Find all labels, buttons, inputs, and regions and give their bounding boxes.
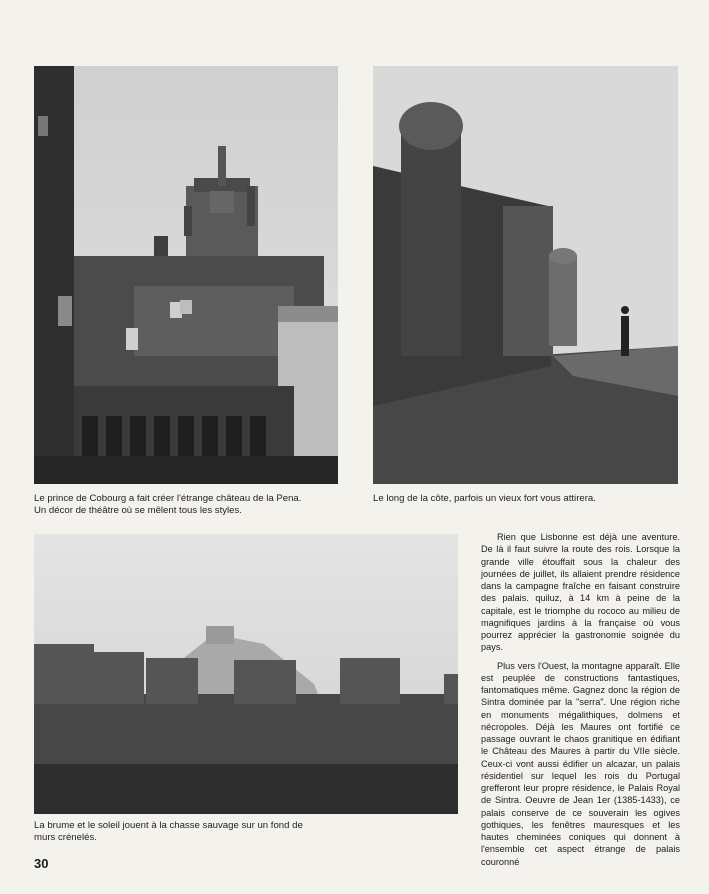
page-number: 30 — [34, 856, 49, 871]
caption-pena-line-2: Un décor de théâtre où se mêlent tous les styles. — [34, 505, 242, 516]
coastal-fort-image — [373, 66, 678, 484]
photo-crenellated-walls — [34, 534, 458, 814]
crenellated-walls-image — [34, 534, 458, 814]
caption-fort-line-1: Le long de la côte, parfois un vieux fort vous attirera. — [373, 493, 596, 504]
caption-pena-line-1: Le prince de Cobourg a fait créer l'étrange château de la Pena. — [34, 493, 302, 504]
photo-pena-palace — [34, 66, 338, 484]
caption-walls-line-1: La brume et le soleil jouent à la chasse sauvage sur un fond de — [34, 820, 303, 831]
caption-fort — [373, 493, 596, 505]
caption-walls — [34, 820, 303, 844]
article-paragraph-1: Rien que Lisbonne est déjà une aventure. De là il faut suivre la route des rois. Lorsque la grande ville étouffait sous la chaleur des journées de juillet, ils allaient prendre résidence dans la campagne fraîche en faisant construire des palais. quiluz, à 14 km à peine de la capitale, est le triomphe du rococo au milieu de magnifiques jardins à la française où vous pourrez apprécier la gastronomie soignée du pays. — [481, 532, 680, 653]
photo-coastal-fort — [373, 66, 678, 484]
article-body — [481, 531, 680, 874]
caption-pena — [34, 493, 301, 517]
caption-walls-line-2: murs crénelés. — [34, 832, 97, 843]
article-paragraph-2: Plus vers l'Ouest, la montagne apparaît. Elle est peuplée de constructions fantastiques, fantomatiques même. Gagnez donc la région de Sintra dominée par la "serra". Une région riche en monuments mégalithiques, dolmens et nécropoles. Déjà les Maures ont fortifié ce passage ouvrant le chaos granitique en édifiant le Château des Maures à partir du VIIe siècle. Ceux-ci vont aussi édifier un alcazar, un palais résidentiel sur lequel les rois du Portugal grefferont leur propre résidence, le Palais Royal de Sintra. Oeuvre de Jean 1er (1385-1433), ce palais conserve de ce souverain les ogives gothiques, les fenêtres mauresques et les hautes cheminées coniques qui donnent à l'ensemble cet aspect étrange de palais couronné — [481, 660, 680, 867]
pena-palace-image — [34, 66, 338, 484]
